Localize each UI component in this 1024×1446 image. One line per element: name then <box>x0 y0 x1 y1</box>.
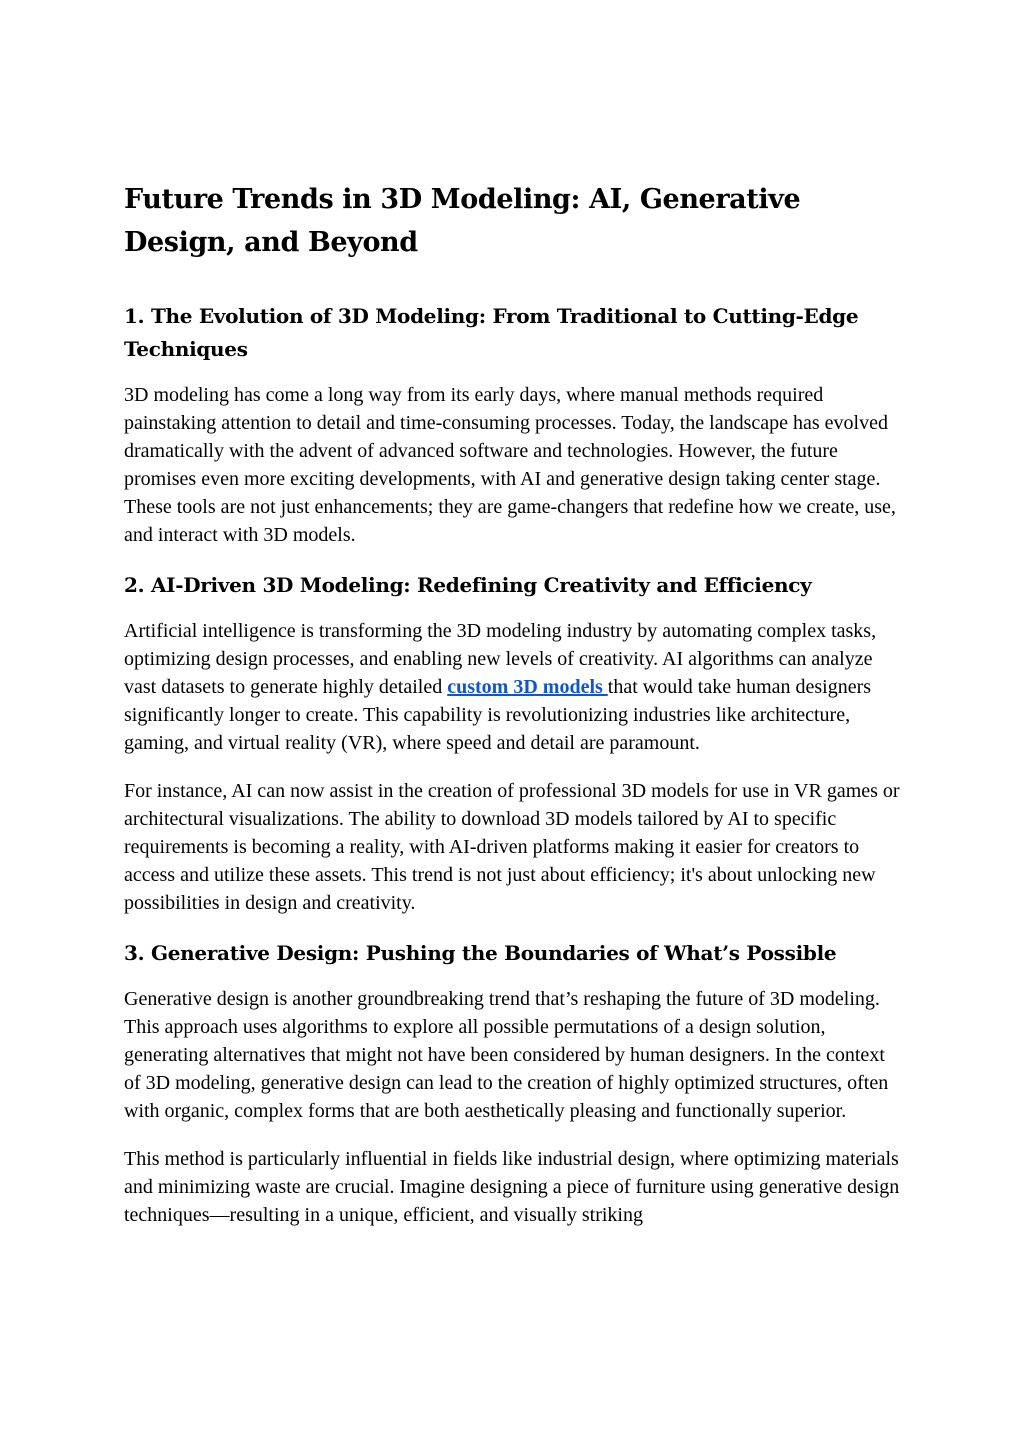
custom-3d-models-link[interactable]: custom 3D models <box>447 676 608 698</box>
document-page <box>124 178 904 1249</box>
paragraph-evolution: 3D modeling has come a long way from its early days, where manual methods required painstaking attention to detail and time-consuming processes. Today, the landscape has evolved dramatically with the advent of advanced software and technologies. However, the future promises even more exciting developments, with AI and generative design taking center stage. These tools are not just enhancements; they are game-changers that redefine how we create, use, and interact with 3D models. <box>124 384 896 546</box>
paragraph-text-before-link: Artificial intelligence is transforming the 3D modeling industry by automating complex tasks, optimizing design processes, and enabling new levels of creativity. AI algorithms can analyze vast datasets to generate highly detailed <box>124 620 877 698</box>
section-heading-generative-design: 3. Generative Design: Pushing the Boundaries of What’s Possible <box>124 941 837 965</box>
paragraph-ai-driven-2: For instance, AI can now assist in the creation of professional 3D models for use in VR games or architectural visualizations. The ability to download 3D models tailored by AI to specific requirements is becoming a reality, with AI-driven platforms making it easier for creators to access and utilize these assets. This trend is not just about efficiency; it's about unlocking new possibilities in design and creativity. <box>124 780 900 914</box>
paragraph-generative-design-1: Generative design is another groundbreaking trend that’s reshaping the future of 3D modeling. This approach uses algorithms to explore all possible permutations of a design solution, generating alternatives that might not have been considered by human designers. In the context of 3D modeling, generative design can lead to the creation of highly optimized structures, often with organic, complex forms that are both aesthetically pleasing and functionally superior. <box>124 988 889 1122</box>
document-title: Future Trends in 3D Modeling: AI, Generative Design, and Beyond <box>124 184 801 258</box>
paragraph-generative-design-2: This method is particularly influential in fields like industrial design, where optimizing materials and minimizing waste are crucial. Imagine designing a piece of furniture using generative design techniques—resulting in a unique, efficient, and visually striking <box>124 1148 900 1226</box>
paragraph-text-after-link: that would take human designers significantly longer to create. This capability is revolutionizing industries like architecture, gaming, and virtual reality (VR), where speed and detail are paramount. <box>124 676 872 754</box>
section-heading-ai-driven: 2. AI-Driven 3D Modeling: Redefining Creativity and Efficiency <box>124 573 812 597</box>
paragraph-ai-driven-1 <box>124 617 904 757</box>
section-heading-evolution: 1. The Evolution of 3D Modeling: From Traditional to Cutting-Edge Techniques <box>124 304 859 361</box>
